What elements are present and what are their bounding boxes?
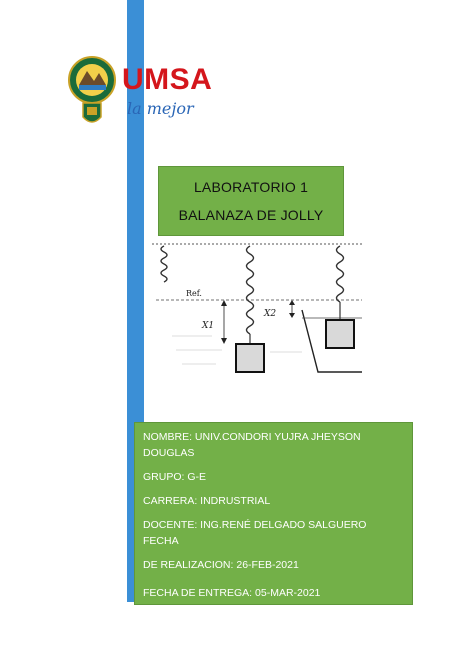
student-info-box	[134, 422, 413, 605]
docente-line: DOCENTE: ING.RENÉ DELGADO SALGUERO FECHA	[143, 519, 367, 547]
mass-block-2	[326, 320, 354, 348]
realizacion-line: DE REALIZACION: 26-FEB-2021	[143, 559, 299, 571]
spring-unloaded	[161, 246, 167, 282]
grupo-line: GRUPO: G-E	[143, 471, 207, 483]
entrega-line: FECHA DE ENTREGA: 05-MAR-2021	[143, 587, 321, 599]
nombre-line-2: DOUGLAS	[143, 447, 195, 459]
university-seal-icon	[67, 55, 117, 135]
ref-label: Ref.	[186, 289, 202, 298]
spring-loaded	[247, 246, 254, 344]
x1-label: X1	[202, 321, 215, 331]
x2-label: X2	[264, 309, 277, 319]
title-box	[158, 166, 344, 236]
logo-brand-text: UMSA	[122, 63, 213, 96]
carrera-line: CARRERA: INDRUSTRIAL	[143, 495, 271, 507]
lab-name-title: BALANAZA DE JOLLY	[178, 207, 324, 223]
lab-number-title: LABORATORIO 1	[193, 179, 309, 195]
nombre-line-1: NOMBRE: UNIV.CONDORI YUJRA JHEYSON	[143, 431, 361, 443]
jolly-balance-diagram	[152, 240, 362, 380]
spring-submerged	[337, 246, 344, 320]
mass-block-1	[236, 344, 264, 372]
logo-tagline: la mejor	[127, 99, 194, 118]
umsa-logo	[67, 55, 213, 135]
